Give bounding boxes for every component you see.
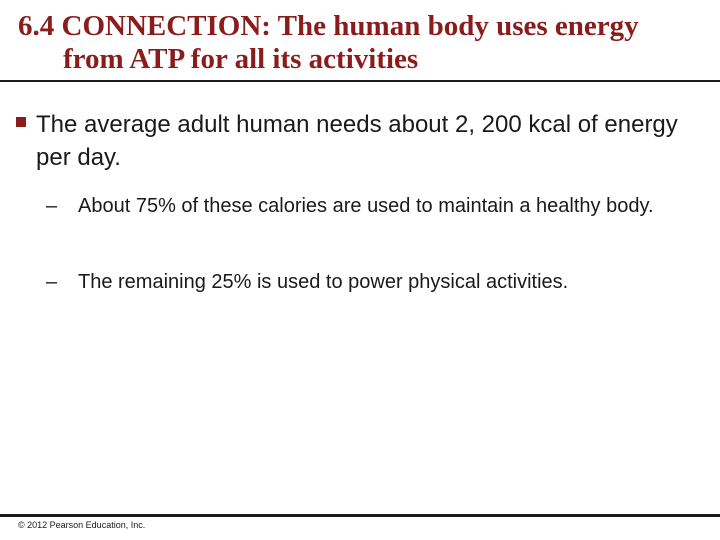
dash-marker: –: [46, 271, 58, 293]
slide-title: [18, 10, 708, 76]
sub-bullet-item: [46, 268, 706, 296]
title-divider: [0, 80, 720, 82]
dash-marker: –: [46, 195, 58, 217]
bullet-text: The average adult human needs about 2, 200 kcal of energy per day.: [36, 111, 678, 171]
sub-bullet-text: About 75% of these calories are used to maintain a healthy body.: [78, 195, 654, 217]
footer-divider: [0, 514, 720, 517]
square-bullet-icon: [16, 117, 26, 127]
slide-title-line-2: from ATP for all its activities: [63, 43, 419, 75]
copyright-notice: © 2012 Pearson Education, Inc.: [18, 520, 146, 530]
bullet-item: [16, 108, 696, 174]
slide-title-line-1: 6.4 CONNECTION: The human body uses energy: [18, 10, 639, 42]
sub-bullet-item: [46, 192, 706, 220]
sub-bullet-text: The remaining 25% is used to power physical activities.: [78, 271, 569, 293]
